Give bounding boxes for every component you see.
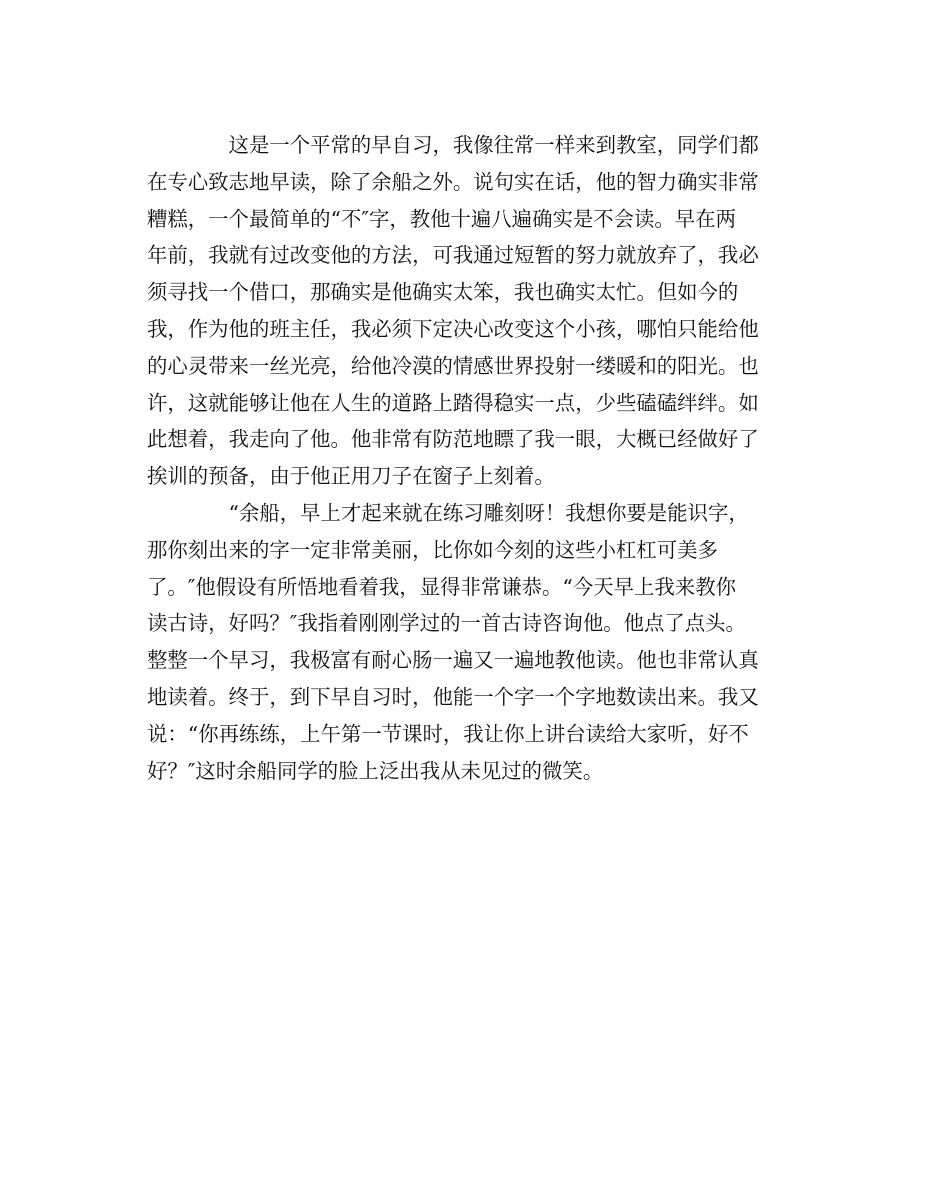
- text-line: 读古诗，好吗？″我指着刚刚学过的一首古诗咨询他。他点了点头。: [147, 611, 746, 636]
- text-line: 了。″他假设有所悟地看着我，显得非常谦恭。“今天早上我来教你: [147, 574, 736, 599]
- text-line: 在专心致志地早读，除了余船之外。说句实在话，他的智力确实非常: [147, 169, 759, 194]
- text-line: 须寻找一个借口，那确实是他确实太笨，我也确实太忙。但如今的: [147, 280, 739, 305]
- text-line: 这是一个平常的早自习，我像往常一样来到教室，同学们都: [147, 133, 759, 157]
- text-line: 的心灵带来一丝光亮，给他冷漠的情感世界投射一缕暖和的阳光。也: [147, 353, 759, 378]
- text-line: 糟糕，一个最简单的“不″字，教他十遍八遍确实是不会读。早在两: [147, 206, 736, 231]
- text-line: 年前，我就有过改变他的方法，可我通过短暂的努力就放弃了，我必: [147, 243, 759, 268]
- text-line: 许，这就能够让他在人生的道路上踏得稳实一点，少些磕磕绊绊。如: [147, 390, 759, 415]
- text-line: “余船，早上才起来就在练习雕刻呀！我想你要是能识字，: [147, 500, 749, 525]
- text-line: 挨训的预备，由于他正用刀子在窗子上刻着。: [147, 464, 555, 489]
- paragraph-1: [147, 127, 804, 495]
- text-line: 此想着，我走向了他。他非常有防范地瞟了我一眼，大概已经做好了: [147, 427, 759, 452]
- text-line: 整整一个早习，我极富有耐心肠一遍又一遍地教他读。他也非常认真: [147, 648, 759, 673]
- paragraph-2: [147, 495, 804, 789]
- text-line: 那你刻出来的字一定非常美丽，比你如今刻的这些小杠杠可美多: [147, 537, 718, 562]
- document-body: [147, 127, 804, 789]
- text-line: 地读着。终于，到下早自习时，他能一个字一个字地数读出来。我又: [147, 684, 759, 709]
- text-line: 说：“你再练练，上午第一节课时，我让你上讲台读给大家听，好不: [147, 721, 749, 746]
- text-line: 好？″这时余船同学的脸上泛出我从未见过的微笑。: [147, 758, 604, 783]
- text-line: 我，作为他的班主任，我必须下定决心改变这个小孩，哪怕只能给他: [147, 316, 759, 341]
